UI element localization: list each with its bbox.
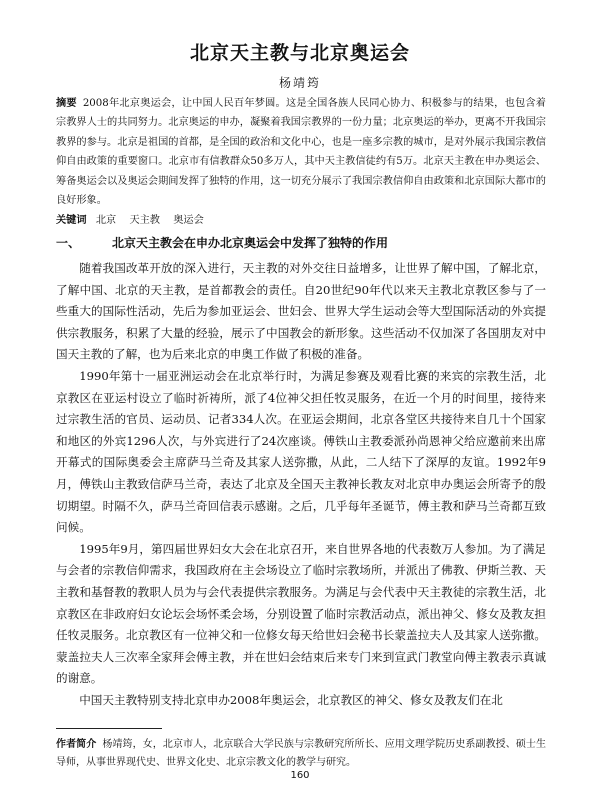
abstract [56, 94, 546, 210]
footnote-label: 作者简介 [56, 739, 97, 750]
section-number: 一、 [56, 236, 81, 250]
footnote-divider [56, 728, 162, 729]
keyword: 奥运会 [173, 215, 204, 226]
paragraph: 随着我国改革开放的深入进行，天主教的对外交往日益增多，让世界了解中国，了解北京，了解中国、北京的天主教，是首都教会的责任。自20世纪90年代以来天主教北京教区参与了一些重大的国际性活动，先后为参加亚运会、世妇会、世界大学生运动会等大型国际活动的外宾提供宗教服务，积累了大量的经验，展示了中国教会的新形象。这些活动不仅加深了各国朋友对中国天主教的了解，也为后来北京的申奥工作做了积极的准备。 [56, 261, 546, 362]
paragraph: 中国天主教特别支持北京申办2008年奥运会，北京教区的神父、修女及教友们在北 [79, 692, 503, 707]
section-title: 北京天主教会在申办北京奥运会中发挥了独特的作用 [112, 236, 389, 250]
page-number: 160 [290, 770, 310, 781]
keywords [56, 211, 546, 226]
abstract-text: 2008年北京奥运会，让中国人民百年梦圆。这是全国各族人民同心协力、积极参与的结果，也包含着宗教界人士的共同努力。北京奥运的申办，凝聚着我国宗教界的一份力量；北京奥运的举办，更离不开我国宗教界的参与。北京是祖国的首都，是全国的政治和文化中心，也是一座多宗教的城市，是对外展示我国宗教信仰自由政策的重要窗口。北京市有信教群众50多万人，其中天主教信徒约有5万。北京天主教在申办奥运会、筹备奥运会以及奥运会期间发挥了独特的作用，这一切充分展示了我国宗教信仰自由政策和北京国际大都市的良好形象。 [56, 98, 546, 207]
section-heading [56, 234, 546, 251]
keyword: 天主教 [129, 215, 160, 226]
footnote [56, 736, 546, 772]
author-name: 杨靖筠 [278, 76, 321, 90]
paragraph: 1995年9月，第四届世界妇女大会在北京召开，来自世界各地的代表数万人参加。为了满足与会者的宗教信仰需求，我国政府在主会场设立了临时宗教场所，并派出了佛教、伊斯兰教、天主教和基督教的教职人员为与会代表提供宗教服务。为满足与会代表中天主教徒的宗教生活，北京教区在非政府妇女论坛会场怀柔会场，分别设置了临时宗教活动点，派出神父、修女及教友担任牧灵服务。北京教区有一位神父和一位修女每天给世妇会秘书长蒙盖拉夫人及其家人送弥撒。蒙盖拉夫人三次率全家拜会傅主教，并在世妇会结束后来专门来到宣武门教堂向傅主教表示真诚的谢意。 [56, 541, 546, 686]
keyword: 北京 [95, 215, 117, 226]
abstract-label: 摘要 [56, 98, 77, 109]
body-text [56, 258, 546, 711]
keywords-label: 关键词 [56, 215, 87, 226]
footnote-text: 杨靖筠，女，北京市人，北京联合大学民族与宗教研究所所长、应用文理学院历史系副教授、硕士生导师，从事世界现代史、世界文化史、北京宗教文化的教学与研究。 [56, 739, 547, 768]
paragraph: 1990年第十一届亚洲运动会在北京举行时，为满足参赛及观看比赛的来宾的宗教生活，北京教区在亚运村设立了临时祈祷所，派了4位神父担任牧灵服务，在近一个月的时间里，接待来过宗教生活的官员、运动员、记者334人次。在亚运会期间，北京各堂区共接待来自几十个国家和地区的外宾1296人次，与外宾进行了24次座谈。傅铁山主教委派孙尚恩神父给应邀前来出席开幕式的国际奥委会主席萨马兰奇及其家人送弥撒，从此，二人结下了深厚的友谊。1992年9月，傅铁山主教致信萨马兰奇，表达了北京及全国天主教神长教友对北京申办奥运会所寄予的殷切期望。时隔不久，萨马兰奇回信表示感谢。之后，几乎每年圣诞节，傅主教和萨马兰奇都互致问候。 [56, 368, 546, 535]
article-title: 北京天主教与北京奥运会 [189, 42, 410, 64]
